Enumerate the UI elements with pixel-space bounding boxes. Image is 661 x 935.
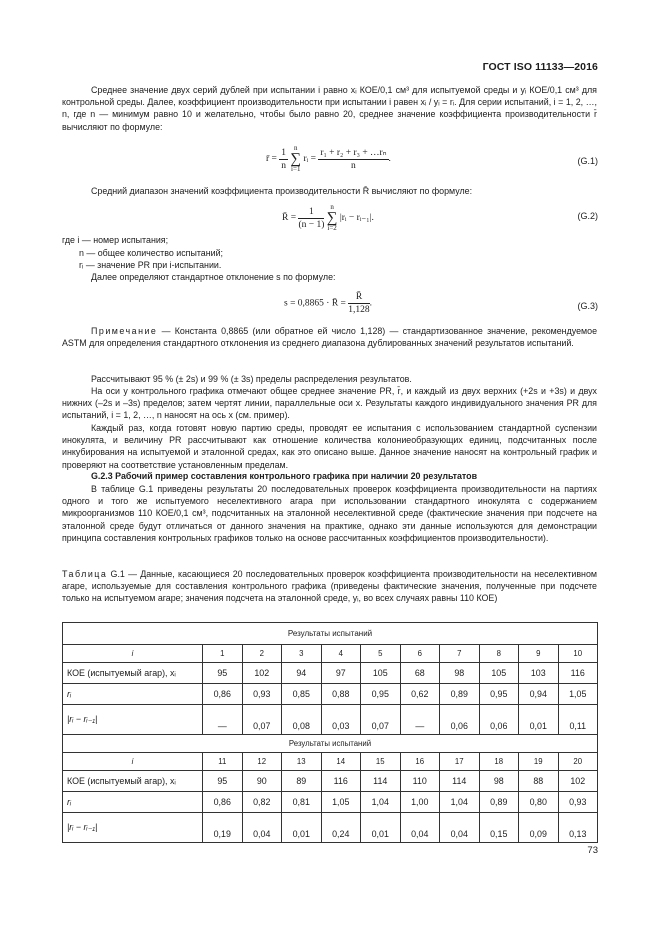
table-cell: 0,62 <box>400 684 440 705</box>
table-cell: 105 <box>361 663 401 684</box>
table-cell: 89 <box>282 771 322 792</box>
table-cell: 0,13 <box>558 813 598 843</box>
formula-g1-factor: $\frac{1}{n}$ <box>281 147 287 171</box>
table-cell: 6 <box>400 645 440 663</box>
caption-word: Таблица <box>62 569 108 579</box>
table-cell: 0,24 <box>321 813 361 843</box>
formula-g3-lhs: s = 0,8865 · R̄ = <box>284 298 346 309</box>
section-heading-g23: G.2.3 Рабочий пример составления контрольного графика при наличии 20 результатов <box>91 471 478 481</box>
table-cell: 0,03 <box>321 705 361 735</box>
table-cell: 0,89 <box>479 792 519 813</box>
formula-g1-sum: n ∑ i=1 <box>290 144 302 173</box>
table-cell: 68 <box>400 663 440 684</box>
table-cell: 0,04 <box>242 813 282 843</box>
table-cell: 15 <box>361 753 401 771</box>
table-cell: 88 <box>519 771 559 792</box>
table-cell: 0,01 <box>519 705 559 735</box>
equation-label-g2: (G.2) <box>577 211 598 221</box>
table-cell: 17 <box>440 753 480 771</box>
table-cell: 7 <box>440 645 480 663</box>
table-cell: 9 <box>519 645 559 663</box>
table-label-i: i <box>63 645 203 663</box>
formula-g1-lhs: r̄ = <box>266 154 277 165</box>
table-cell: 14 <box>321 753 361 771</box>
table-cell: 1,05 <box>558 684 598 705</box>
table-cell: 0,01 <box>282 813 322 843</box>
table-cell: 0,81 <box>282 792 322 813</box>
table-cell: 18 <box>479 753 519 771</box>
table-row-index <box>63 645 598 663</box>
table-cell: 0,88 <box>321 684 361 705</box>
table-group-header-row <box>63 623 598 645</box>
formula-g1-term: rᵢ = <box>303 154 316 165</box>
table-cell: 0,07 <box>242 705 282 735</box>
table-cell: 94 <box>282 663 322 684</box>
table-cell: 0,93 <box>558 792 598 813</box>
table-cell: 98 <box>440 663 480 684</box>
table-row-counts-2 <box>63 771 598 792</box>
table-label-counts: КОЕ (испытуемый агар), xᵢ <box>63 771 203 792</box>
table-cell: 95 <box>203 663 243 684</box>
table-label-ratio: rᵢ <box>63 684 203 705</box>
table-cell: 8 <box>479 645 519 663</box>
table-cell: 0,19 <box>203 813 243 843</box>
table-cell: 19 <box>519 753 559 771</box>
table-label-diff: |rᵢ − rᵢ₋₁| <box>63 705 203 735</box>
table-cell: 20 <box>558 753 598 771</box>
page-number: 73 <box>587 845 598 856</box>
table-cell: 0,07 <box>361 705 401 735</box>
paragraph-limits: Рассчитывают 95 % (± 2s) и 99 % (± 3s) пределы распределения результатов. <box>91 374 412 384</box>
table-cell: 0,09 <box>519 813 559 843</box>
table-cell: 1,05 <box>321 792 361 813</box>
table-cell: — <box>203 705 243 735</box>
table-caption <box>62 568 597 605</box>
table-cell: 0,86 <box>203 792 243 813</box>
table-group-header-2: Результаты испытаний <box>63 735 598 753</box>
table-cell: 116 <box>558 663 598 684</box>
table-cell: 0,82 <box>242 792 282 813</box>
table-label-i: i <box>63 753 203 771</box>
note-paragraph <box>62 325 597 349</box>
table-cell: 10 <box>558 645 598 663</box>
table-cell: 5 <box>361 645 401 663</box>
table-group-header-row-2 <box>63 735 598 753</box>
paragraph-new-batch: Каждый раз, когда готовят новую партию среды, проводят ее испытания с использованием стандартной суспензии инокулята, и величину PR рассчитывают как отношение количества колониеобразующих единиц, подсчитанных после инкубирования на испытуемой и эталонной средах, как это описано выше. Данное значение наносят на контрольный график и проверяют на соответствие установленным пределам. <box>62 423 597 470</box>
table-cell: 0,11 <box>558 705 598 735</box>
table-cell: 0,80 <box>519 792 559 813</box>
table-cell: 1 <box>203 645 243 663</box>
formula-g2-lhs: R̄ = <box>282 213 297 224</box>
formula-g2-term: |rᵢ − rᵢ₋₁|. <box>339 213 374 224</box>
paragraph-range-definition: Средний диапазон значений коэффициента производительности R̄ вычисляют по формуле: <box>91 186 473 196</box>
table-cell: 0,01 <box>361 813 401 843</box>
table-cell: — <box>400 705 440 735</box>
table-cell: 97 <box>321 663 361 684</box>
table-cell: 1,04 <box>361 792 401 813</box>
caption-text: G.1 — Данные, касающиеся 20 последовательных проверок коэффициента производительности на неселективном агаре, используемые для составления контрольного графика (приведены фактические значения, полученные при подсчете только на испытуемом агаре; значения подсчета на эталонной среде, yᵢ, во всех случаях равны 110 КОЕ) <box>62 569 597 604</box>
paragraph-worked-example: В таблице G.1 приведены результаты 20 последовательных проверок коэффициента производительности на партиях одного и того же испытуемого неселективного агара при использовании стандартного инокулята с содержанием микроорганизмов 110 КОЕ/0,1 см³, подсчитанных на эталонной неселективной среде (фактические значения при подсчете на эталонной среде будут отличаться от данного значения на практике, однако эти данные используются для демонстрации принципа составления контрольных графиков только на основе рассчитанных коэффициентов производительности). <box>62 484 597 543</box>
table-cell: 16 <box>400 753 440 771</box>
table-cell: 0,93 <box>242 684 282 705</box>
table-cell: 1,04 <box>440 792 480 813</box>
where-line-2: n — общее количество испытаний; <box>79 248 224 258</box>
table-cell: 0,08 <box>282 705 322 735</box>
table-cell: 0,06 <box>440 705 480 735</box>
formula-g2 <box>282 204 374 232</box>
equation-label-g3: (G.3) <box>577 301 598 311</box>
where-line-1: где i — номер испытания; <box>62 235 169 245</box>
table-cell: 0,06 <box>479 705 519 735</box>
table-cell: 102 <box>558 771 598 792</box>
table-label-ratio: rᵢ <box>63 792 203 813</box>
table-label-diff: |rᵢ − rᵢ₋₁| <box>63 813 203 843</box>
formula-g1-fraction: $\frac{\text{r₁ + r₂ + r₃ + …rₙ}}{n}$ <box>320 148 387 171</box>
table-cell: 0,15 <box>479 813 519 843</box>
formula-g3: s = 0,8865 · R̄ = $\frac{R̄}{1,128}$ . <box>284 292 373 315</box>
table-row-diff <box>63 705 598 735</box>
table-cell: 110 <box>400 771 440 792</box>
table-row-ratio-2 <box>63 792 598 813</box>
table-cell: 0,04 <box>440 813 480 843</box>
table-cell: 95 <box>203 771 243 792</box>
table-cell: 4 <box>321 645 361 663</box>
table-cell: 105 <box>479 663 519 684</box>
table-cell: 103 <box>519 663 559 684</box>
equation-label-g1: (G.1) <box>577 156 598 166</box>
table-cell: 0,85 <box>282 684 322 705</box>
formula-g3-fraction: $\frac{R̄}{1,128}$ <box>348 292 370 315</box>
table-cell: 0,86 <box>203 684 243 705</box>
table-cell: 90 <box>242 771 282 792</box>
table-cell: 0,95 <box>479 684 519 705</box>
standard-header: ГОСТ ISO 11133—2016 <box>482 61 598 73</box>
table-cell: 13 <box>282 753 322 771</box>
note-word: Примечание <box>91 326 158 336</box>
table-group-header: Результаты испытаний <box>63 623 598 645</box>
table-cell: 0,94 <box>519 684 559 705</box>
table-cell: 114 <box>440 771 480 792</box>
table-row-diff-2 <box>63 813 598 843</box>
table-cell: 98 <box>479 771 519 792</box>
table-cell: 102 <box>242 663 282 684</box>
table-cell: 0,04 <box>400 813 440 843</box>
table-cell: 2 <box>242 645 282 663</box>
table-cell: 12 <box>242 753 282 771</box>
table-label-counts: КОЕ (испытуемый агар), xᵢ <box>63 663 203 684</box>
where-line-3: rᵢ — значение PR при i-испытании. <box>79 260 222 270</box>
note-text: — Константа 0,8865 (или обратное ей число 1,128) — стандартизованное значение, рекомендуемое ASTM для определения стандартного отклонения из среднего диапазона дублированных значений результатов испытаний. <box>62 326 597 349</box>
table-row-counts <box>63 663 598 684</box>
table-cell: 0,89 <box>440 684 480 705</box>
paragraph-control-chart-axes: На оси у контрольного графика отмечают общее среднее значение PR, r̄, и каждый из двух верхних (+2s и +3s) и двух нижних (–2s и –3s) пределов; затем чертят линии, параллельные оси x. Результаты каждого индивидуального значения PR для испытаний, i = 1, 2, …, n наносят на ось x (см. пример). <box>62 386 597 421</box>
table-cell: 0,95 <box>361 684 401 705</box>
table-cell: 3 <box>282 645 322 663</box>
table-cell: 116 <box>321 771 361 792</box>
table-row-index-2 <box>63 753 598 771</box>
formula-g2-sum: n ∑ i=2 <box>326 203 338 232</box>
formula-g2-factor: $\frac{1}{(n - 1)}$ <box>298 206 325 230</box>
results-table <box>62 622 598 843</box>
paragraph-std-dev: Далее определяют стандартное отклонение s по формуле: <box>91 272 336 282</box>
table-row-ratio <box>63 684 598 705</box>
paragraph-mean-definition: Среднее значение двух серий дублей при испытании i равно xᵢ КОЕ/0,1 см³ для испытуемой среды и yᵢ КОЕ/0,1 см³ для контрольной среды. Далее, коэффициент производительности при испытании i равен xᵢ / yᵢ = rᵢ. Для серии испытаний, i = 1, 2, …, n, где n — минимум равно 10 и желательно, чтобы было равно 20, среднее значение коэффициента производительности r̄ вычисляют по формуле: <box>62 85 597 132</box>
formula-g1: r̄ = $\frac{1}{n}$ n ∑ i=1 rᵢ = $\frac{\text{r₁ + r₂ + r₃ + …rₙ}}{n}$ . <box>266 144 391 173</box>
table-cell: 11 <box>203 753 243 771</box>
table-cell: 1,00 <box>400 792 440 813</box>
table-cell: 114 <box>361 771 401 792</box>
